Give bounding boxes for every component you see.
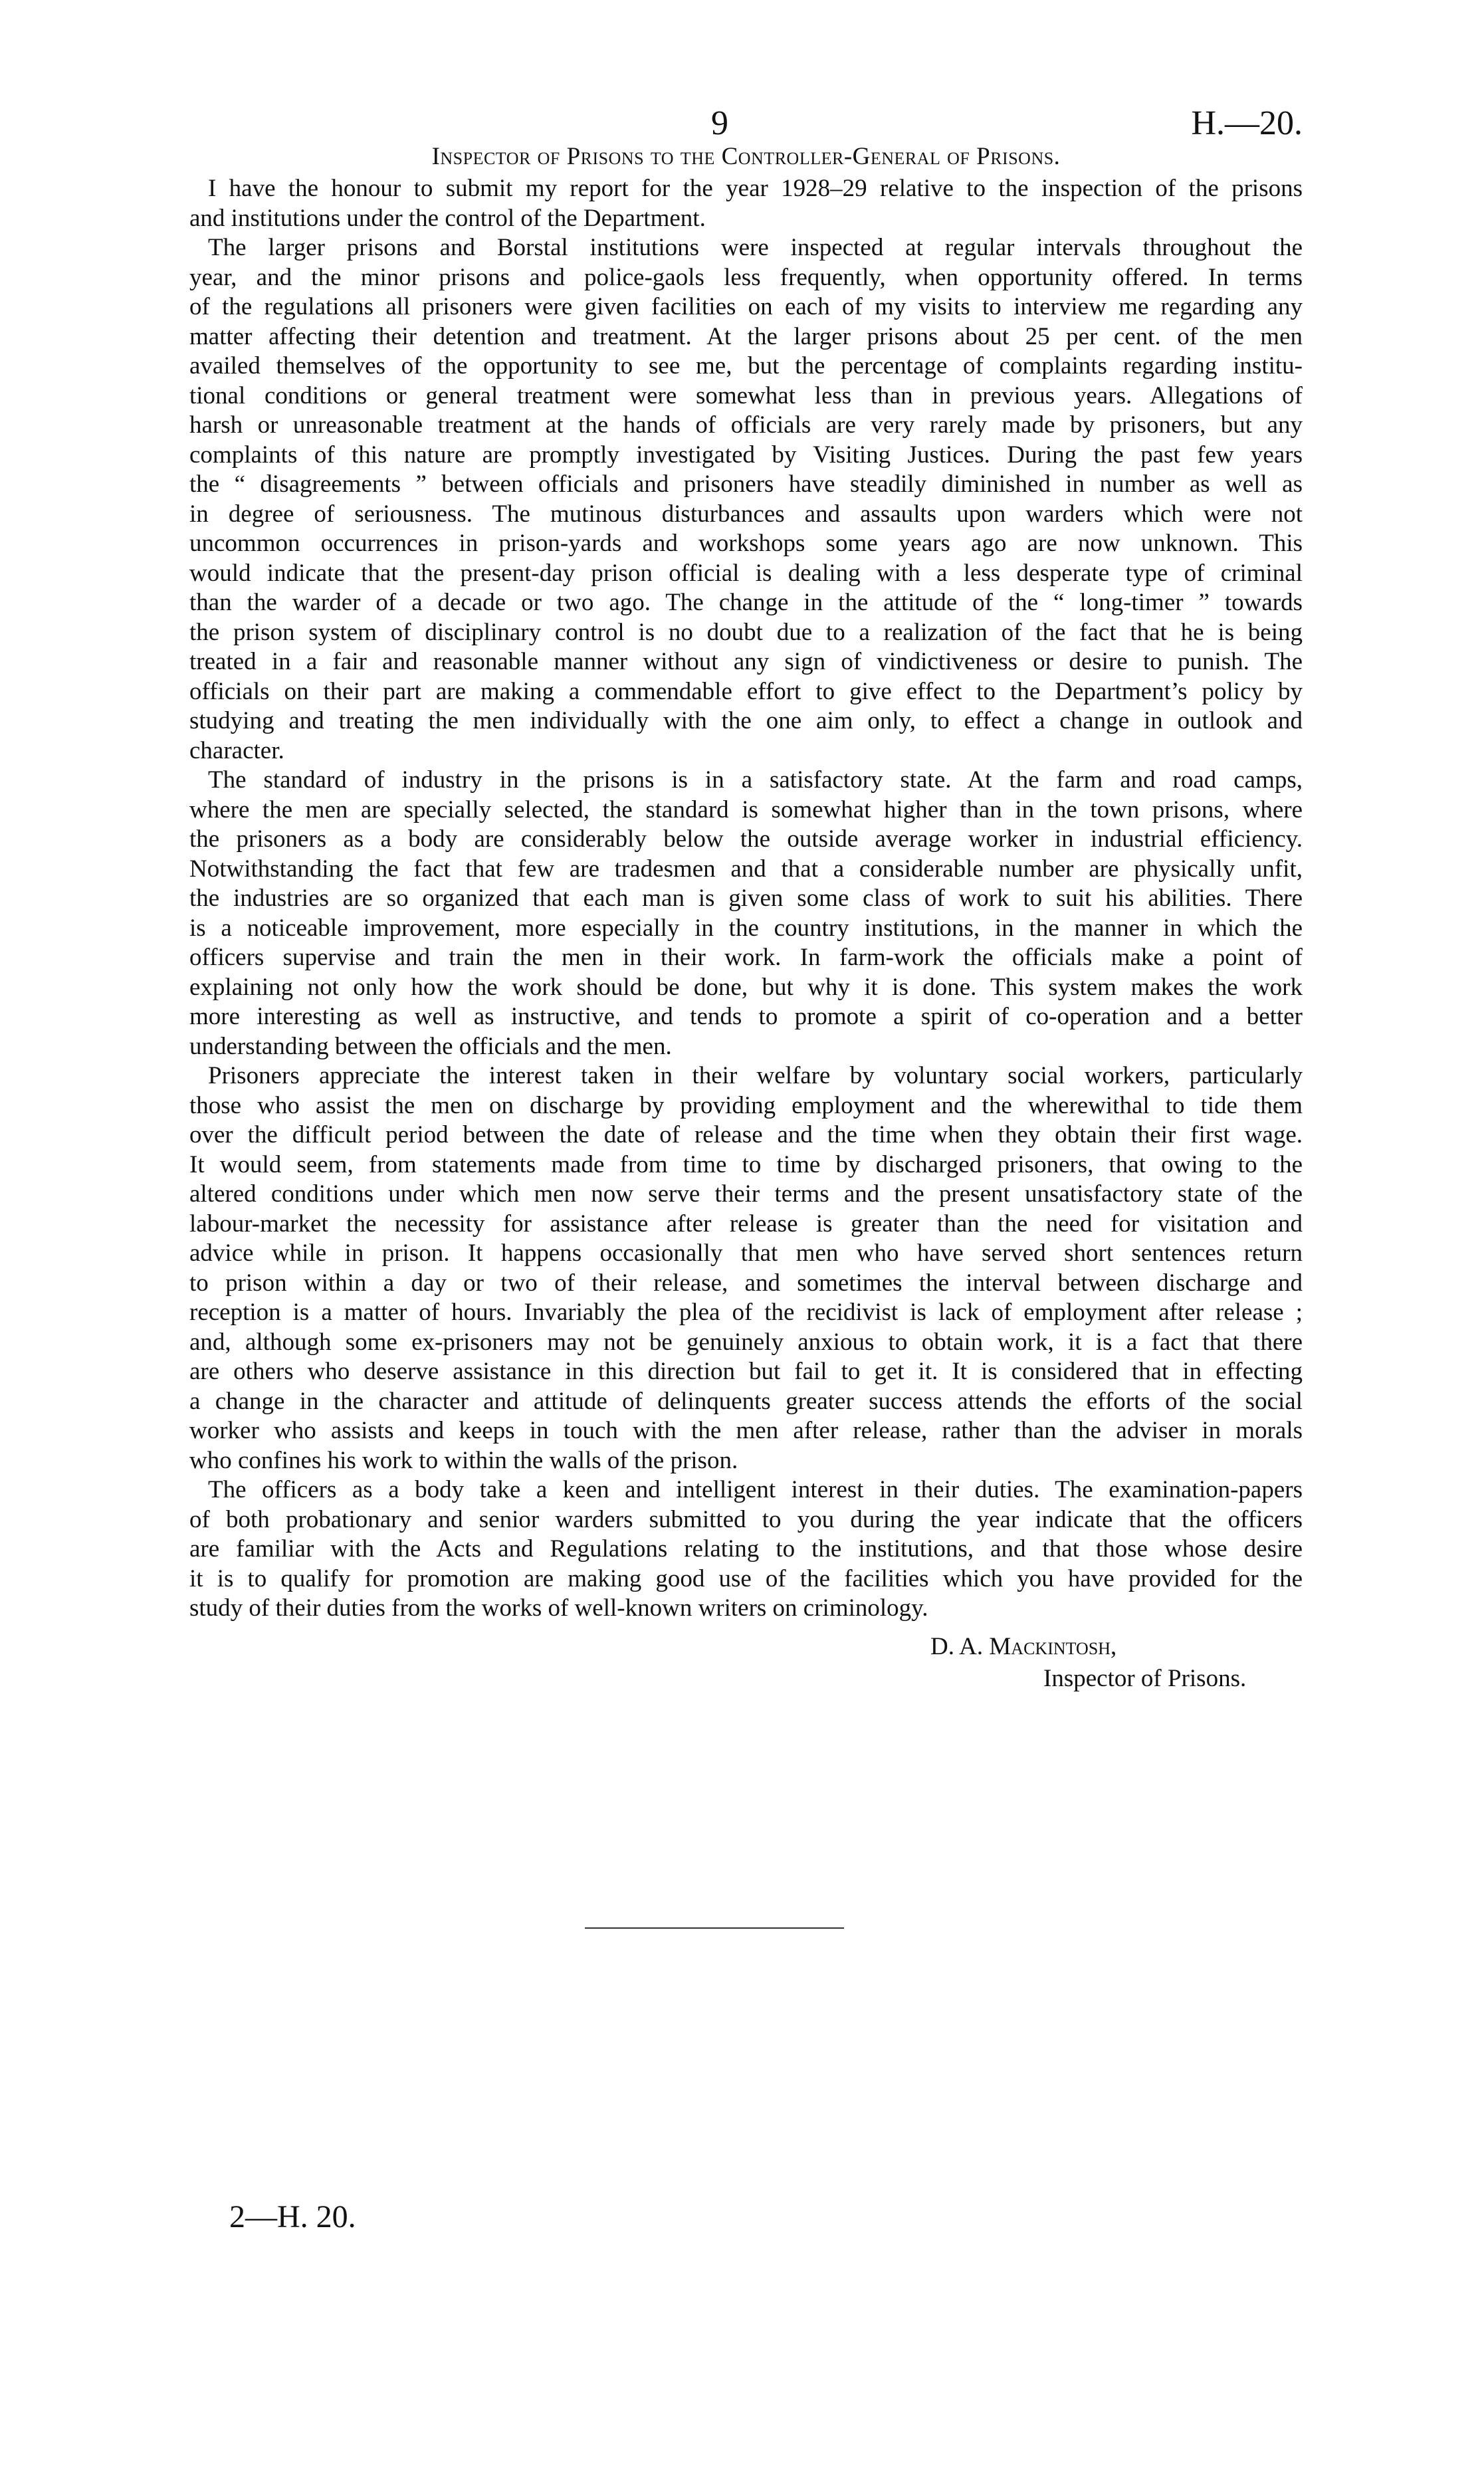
text-line: of both probationary and senior warders submitted to you during the year indicate that the officers — [189, 1505, 1303, 1533]
text-line: matter affecting their detention and treatment. At the larger prisons about 25 per cent. of the men — [189, 322, 1303, 350]
text-line: to prison within a day or two of their release, and sometimes the interval between discharge and — [189, 1269, 1303, 1297]
text-line: understanding between the officials and the men. — [189, 1032, 672, 1060]
text-line: the prisoners as a body are considerably below the outside average worker in industrial efficiency. — [189, 825, 1303, 853]
report-title: Inspector of Prisons to the Controller-General of Prisons. — [431, 143, 1061, 170]
text-line: Prisoners appreciate the interest taken in their welfare by voluntary social workers, particularly — [208, 1062, 1303, 1089]
text-line: a change in the character and attitude of delinquents greater success attends the efforts of the social — [189, 1387, 1303, 1415]
paragraph — [189, 766, 1303, 1061]
text-line: are others who deserve assistance in this direction but fail to get it. It is considered that in effecting — [189, 1358, 1303, 1385]
text-line: availed themselves of the opportunity to see me, but the percentage of complaints regarding institu- — [189, 352, 1303, 379]
text-line: study of their duties from the works of well-known writers on criminology. — [189, 1594, 928, 1622]
paragraph — [189, 1061, 1303, 1475]
footer-code: 2—H. 20. — [229, 2199, 356, 2234]
paragraph — [189, 174, 1303, 233]
text-line: those who assist the men on discharge by providing employment and the wherewithal to tide them — [189, 1091, 1303, 1119]
text-line: the “ disagreements ” between officials and prisoners have steadily diminished in number as well as — [189, 471, 1303, 498]
text-line: tional conditions or general treatment were somewhat less than in previous years. Allegations of — [189, 381, 1303, 409]
report-body — [189, 174, 1303, 1624]
text-line: is a noticeable improvement, more especially in the country institutions, in the manner in which the — [189, 914, 1303, 942]
signature-title: Inspector of Prisons. — [1043, 1665, 1247, 1692]
document-code: H.—20. — [1191, 104, 1303, 142]
text-line: where the men are specially selected, the standard is somewhat higher than in the town prisons, where — [189, 796, 1303, 823]
section-divider — [585, 1927, 844, 1929]
page-number: 9 — [711, 104, 728, 142]
paragraph — [189, 1475, 1303, 1624]
paragraph — [189, 233, 1303, 766]
text-line: officials on their part are making a commendable effort to give effect to the Department’s policy by — [189, 677, 1303, 705]
text-line: the prison system of disciplinary control is no doubt due to a realization of the fact that he is being — [189, 618, 1303, 646]
text-line: reception is a matter of hours. Invariably the plea of the recidivist is lack of employment after release ; — [189, 1299, 1303, 1326]
text-line: altered conditions under which men now serve their terms and the present unsatisfactory state of the — [189, 1180, 1303, 1208]
text-line: The officers as a body take a keen and intelligent interest in their duties. The examination-papers — [208, 1476, 1303, 1503]
text-line: worker who assists and keeps in touch with the men after release, rather than the adviser in morals — [189, 1417, 1303, 1444]
text-line: who confines his work to within the walls of the prison. — [189, 1446, 738, 1474]
text-line: and, although some ex-prisoners may not be genuinely anxious to obtain work, it is a fact that there — [189, 1328, 1303, 1356]
text-line: The standard of industry in the prisons is in a satisfactory state. At the farm and road camps, — [208, 766, 1303, 794]
text-line: of the regulations all prisoners were given facilities on each of my visits to interview me regarding any — [189, 293, 1303, 320]
text-line: over the difficult period between the date of release and the time when they obtain their first wage. — [189, 1121, 1303, 1148]
text-line: I have the honour to submit my report for the year 1928–29 relative to the inspection of the prisons — [208, 175, 1303, 202]
text-line: uncommon occurrences in prison-yards and workshops some years ago are now unknown. This — [189, 530, 1303, 557]
text-line: treated in a fair and reasonable manner without any sign of vindictiveness or desire to punish. The — [189, 648, 1303, 675]
text-line: and institutions under the control of the Department. — [189, 204, 706, 232]
text-line: in degree of seriousness. The mutinous disturbances and assaults upon warders which were not — [189, 500, 1303, 528]
text-line: more interesting as well as instructive, and tends to promote a spirit of co-operation and a better — [189, 1003, 1303, 1030]
text-line: studying and treating the men individually with the one aim only, to effect a change in outlook and — [189, 707, 1303, 734]
text-line: advice while in prison. It happens occasionally that men who have served short sentences return — [189, 1240, 1303, 1267]
text-line: officers supervise and train the men in their work. In farm-work the officials make a point of — [189, 944, 1303, 971]
text-line: harsh or unreasonable treatment at the hands of officials are very rarely made by prisoners, but any — [189, 411, 1303, 439]
text-line: it is to qualify for promotion are making good use of the facilities which you have provided for the — [189, 1565, 1303, 1592]
signature-name: D. A. Mackintosh, — [930, 1633, 1117, 1660]
text-line: the industries are so organized that each man is given some class of work to suit his abilities. There — [189, 885, 1303, 912]
text-line: character. — [189, 736, 284, 764]
text-line: would indicate that the present-day prison official is dealing with a less desperate type of criminal — [189, 559, 1303, 587]
text-line: It would seem, from statements made from time to time by discharged prisoners, that owing to the — [189, 1150, 1303, 1178]
text-line: Notwithstanding the fact that few are tradesmen and that a considerable number are physically unfit, — [189, 855, 1303, 883]
text-line: The larger prisons and Borstal institutions were inspected at regular intervals throughout the — [208, 234, 1303, 261]
text-line: labour-market the necessity for assistance after release is greater than the need for visitation and — [189, 1210, 1303, 1238]
text-line: than the warder of a decade or two ago. The change in the attitude of the “ long-timer ” towards — [189, 589, 1303, 616]
text-line: are familiar with the Acts and Regulations relating to the institutions, and that those whose desire — [189, 1535, 1303, 1563]
text-line: year, and the minor prisons and police-gaols less frequently, when opportunity offered. In terms — [189, 263, 1303, 291]
text-line: explaining not only how the work should be done, but why it is done. This system makes the work — [189, 973, 1303, 1001]
text-line: complaints of this nature are promptly investigated by Visiting Justices. During the past few years — [189, 441, 1303, 469]
